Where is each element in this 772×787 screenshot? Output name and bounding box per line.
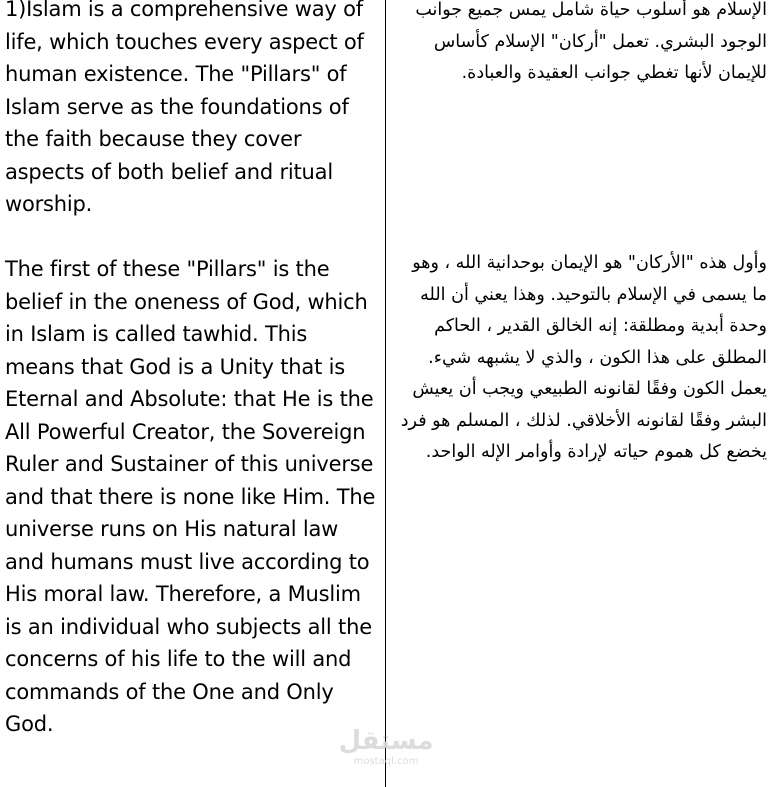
watermark-logo-text: مستقل	[338, 726, 434, 756]
english-column	[5, 0, 383, 741]
paragraph-spacer	[5, 221, 383, 254]
watermark-url-text: mostaql.com	[353, 756, 419, 767]
english-paragraph-1: 1)Islam is a comprehensive way of life, which touches every aspect of human existence. The "Pillars" of Islam serve as the foundations of the faith because they cover aspects of both belief and ritual worship.	[5, 0, 364, 216]
column-divider	[385, 0, 386, 787]
arabic-column	[392, 0, 767, 462]
arabic-paragraph-2: وأول هذه "الأركان" هو الإيمان بوحدانية الله ، وهو ما يسمى في الإسلام بالتوحيد. وهذا يعني أن الله وحدة أبدية ومطلقة: إنه الخالق القدير ، الحاكم المطلق على هذا الكون ، والذي لا يشبهه شيء. يعمل الكون وفقًا لقانونه الطبيعي ويجب أن يعيش البشر وفقًا لقانونه الأخلاقي. لذلك ، المسلم هو فرد يخضع كل هموم حياته لإرادة وأوامر الإله الواحد.	[400, 253, 767, 462]
english-paragraph-2: The first of these "Pillars" is the belief in the oneness of God, which in Islam is called tawhid. This means that God is a Unity that is Eternal and Absolute: that He is the All Powerful Creator, the Sovereign Ruler and Sustainer of this universe and that there is none like Him. The universe runs on His natural law and humans must live according to His moral law. Therefore, a Muslim is an individual who subjects all the concerns of his life to the will and commands of the One and Only God.	[5, 257, 376, 736]
arabic-paragraph-1: الإسلام هو أسلوب حياة شامل يمس جميع جوانب الوجود البشري. تعمل "أركان" الإسلام كأساس للإيمان لأنها تغطي جوانب العقيدة والعبادة.	[415, 0, 767, 83]
mostaql-watermark	[336, 726, 436, 768]
